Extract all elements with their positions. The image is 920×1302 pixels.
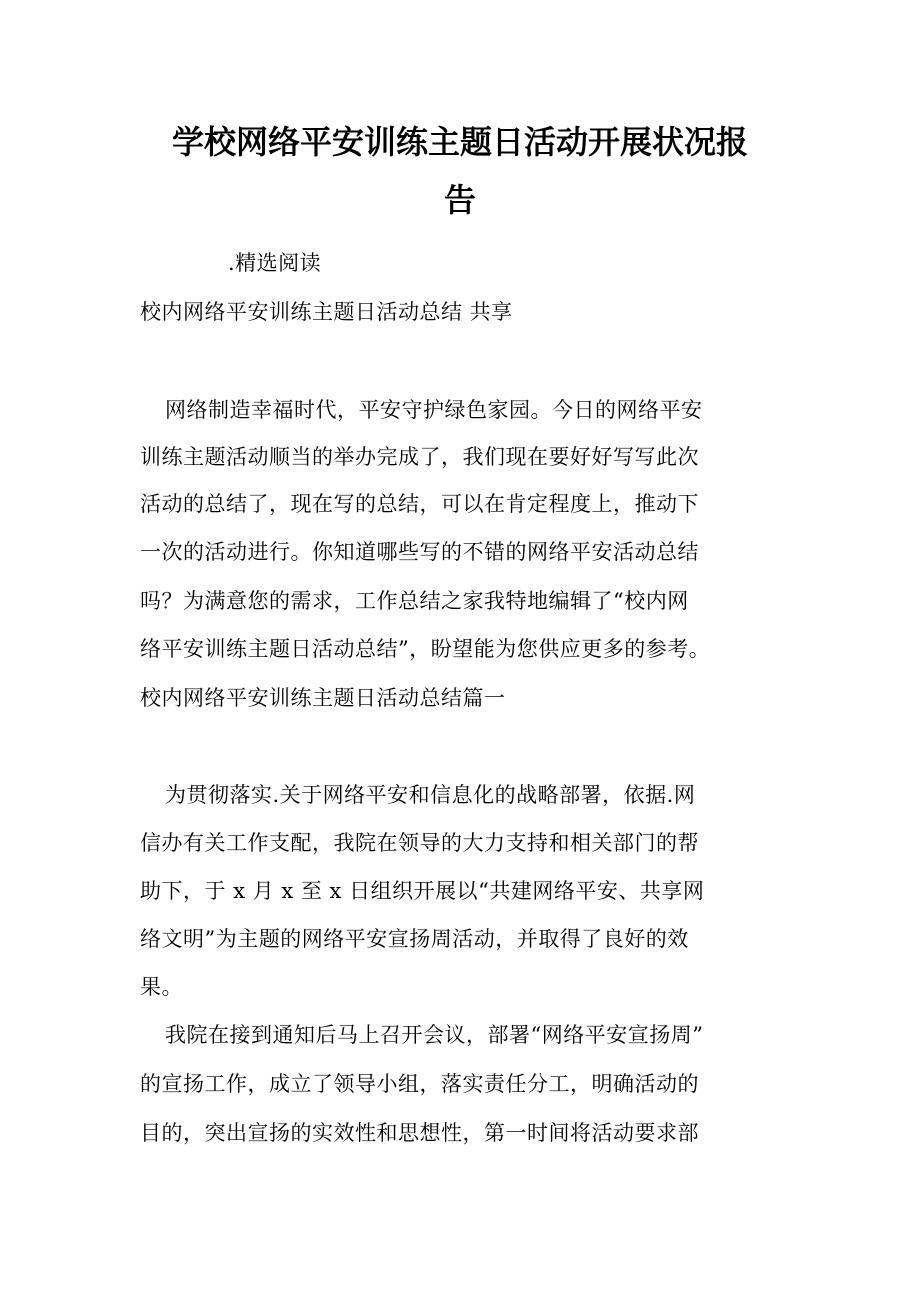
paragraph-2-line: 为贯彻落实.关于网络平安和信息化的战略部署，依据.网 [165, 783, 696, 807]
document-title-line-2: 告 [443, 181, 476, 219]
section-heading: 校内网络平安训练主题日活动总结篇一 [140, 686, 506, 710]
document-title-line-1: 学校网络平安训练主题日活动开展状况报 [171, 123, 748, 161]
paragraph-1-line: 训练主题活动顺当的举办完成了，我们现在要好好写写此次 [140, 445, 699, 469]
paragraph-1-line: 一次的活动进行。你知道哪些写的不错的网络平安活动总结 [140, 540, 699, 564]
intro-heading: 校内网络平安训练主题日活动总结 共享 [140, 300, 513, 324]
paragraph-3-line: 的宣扬工作，成立了领导小组，落实责任分工，明确活动的 [140, 1072, 699, 1096]
paragraph-2-line: 助下，于 x 月 x 至 x 日组织开展以“共建网络平安、共享网 [140, 879, 705, 903]
paragraph-1-line: 络平安训练主题日活动总结”，盼望能为您供应更多的参考。 [140, 637, 711, 661]
paragraph-1-line: 吗？为满意您的需求，工作总结之家我特地编辑了“校内网 [140, 589, 689, 613]
paragraph-3-line: 我院在接到通知后马上召开会议，部署“网络平安宣扬周” [165, 1023, 704, 1047]
paragraph-2-line: 络文明”为主题的网络平安宣扬周活动，并取得了良好的效 [140, 927, 689, 951]
document-subtitle: .精选阅读 [228, 251, 322, 275]
paragraph-2-line: 果。 [140, 975, 183, 999]
paragraph-2-line: 信办有关工作支配，我院在领导的大力支持和相关部门的帮 [140, 831, 699, 855]
paragraph-3-line: 目的，突出宣扬的实效性和思想性，第一时间将活动要求部 [140, 1121, 699, 1145]
paragraph-1-line: 活动的总结了，现在写的总结，可以在肯定程度上，推动下 [140, 492, 699, 516]
paragraph-1-line: 网络制造幸福时代，平安守护绿色家园。今日的网络平安 [165, 398, 703, 422]
